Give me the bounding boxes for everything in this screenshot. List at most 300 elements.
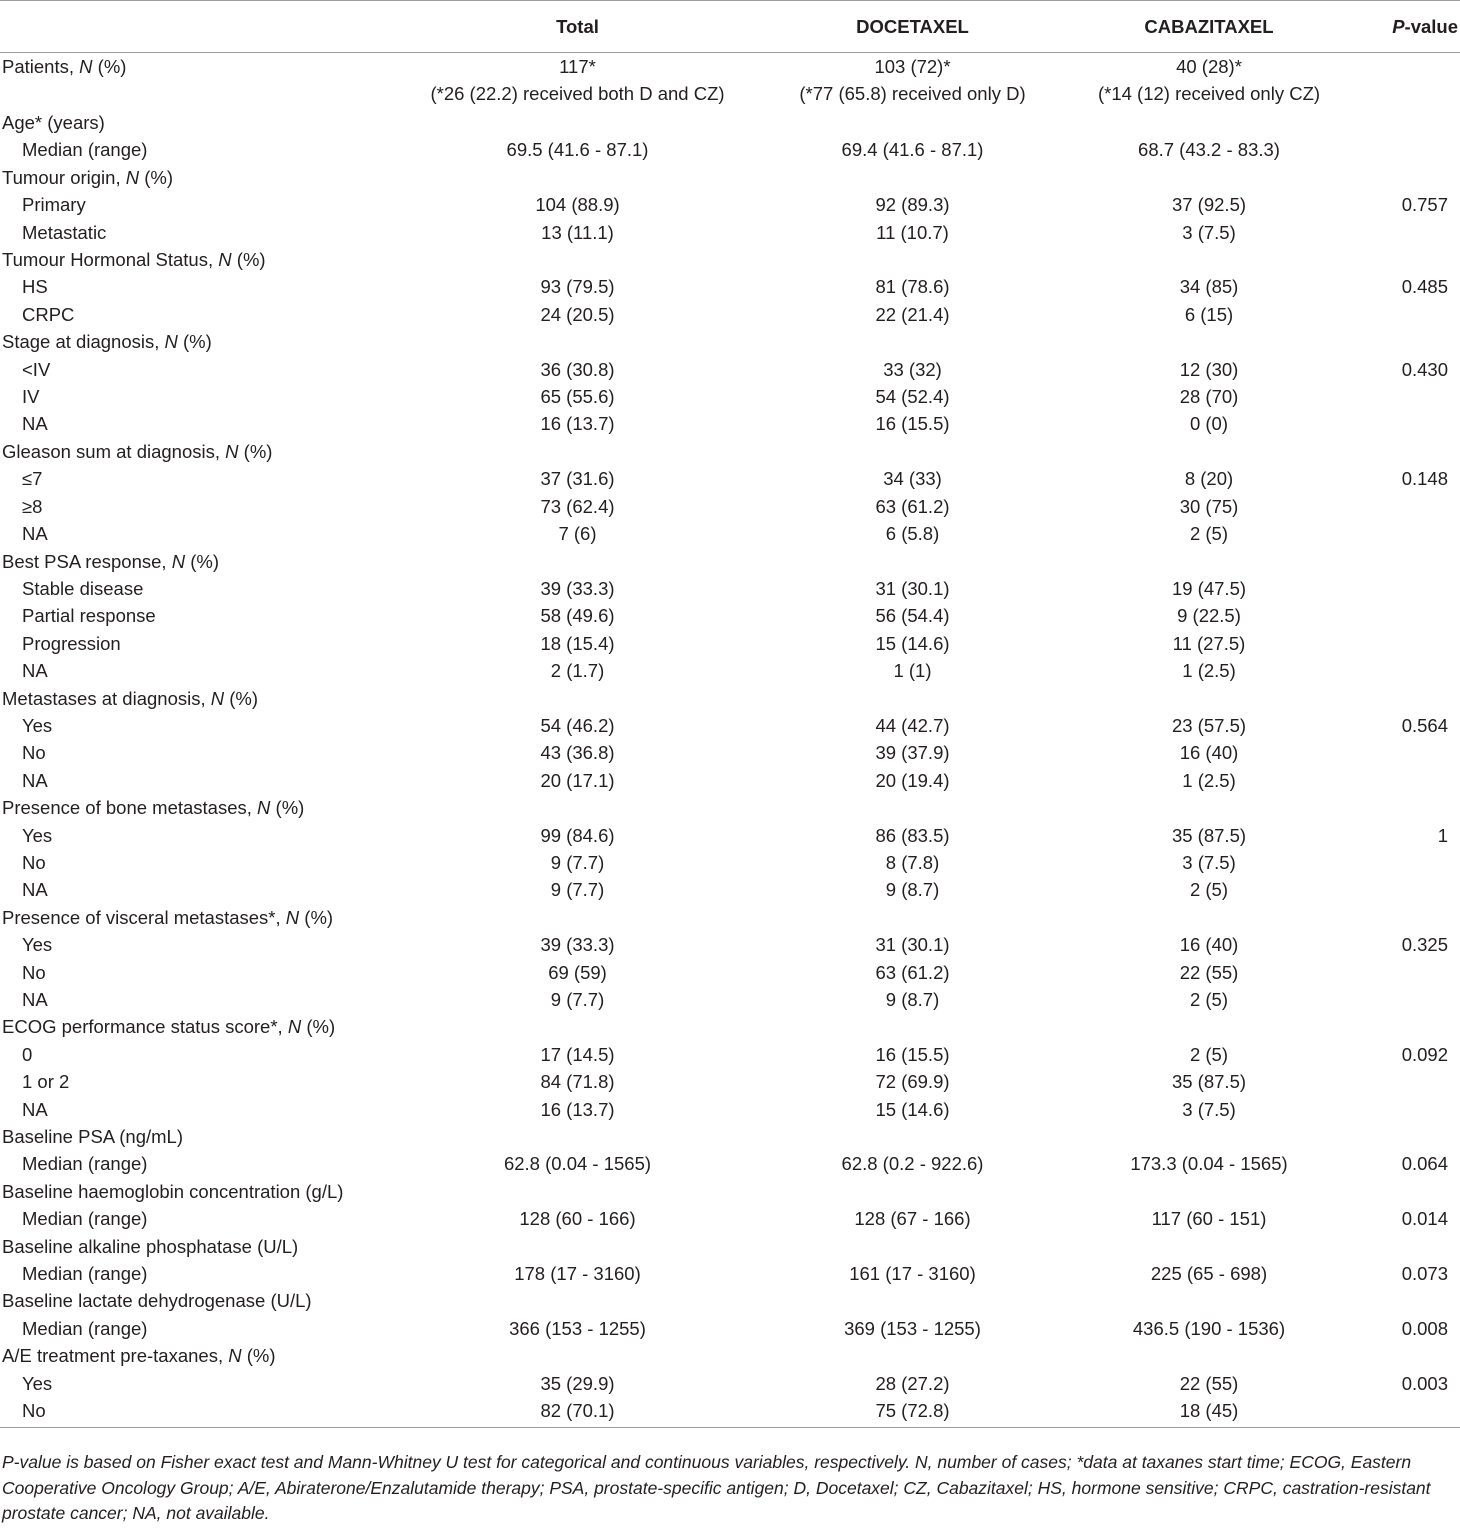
empty-cell bbox=[420, 1123, 735, 1150]
row-label: Partial response bbox=[22, 605, 156, 627]
cell-cabazitaxel: 2 (5) bbox=[1189, 1043, 1229, 1065]
cell-docetaxel: 39 (37.9) bbox=[875, 742, 950, 764]
row-label: 0 bbox=[22, 1043, 33, 1065]
group-label-suffix: (%) bbox=[177, 331, 212, 353]
empty-cell bbox=[420, 794, 735, 821]
group-label-text: Best PSA response, bbox=[2, 550, 172, 572]
group-label-suffix: (%) bbox=[241, 1345, 276, 1367]
table-row bbox=[0, 986, 1460, 1013]
cell-pvalue bbox=[1328, 219, 1460, 246]
cell-cabazitaxel: 1 (2.5) bbox=[1182, 660, 1236, 682]
group-label-suffix: (%) bbox=[224, 687, 259, 709]
cell-pvalue bbox=[1328, 575, 1460, 602]
row-label: Stable disease bbox=[22, 577, 144, 599]
group-label-n: N bbox=[171, 550, 186, 572]
row-label: No bbox=[22, 961, 46, 983]
cell-cabazitaxel: 3 (7.5) bbox=[1182, 851, 1236, 873]
row-label: Yes bbox=[22, 714, 53, 736]
cell-docetaxel: 81 (78.6) bbox=[875, 276, 950, 298]
cell-docetaxel: 11 (10.7) bbox=[876, 221, 949, 243]
cell-docetaxel: 54 (52.4) bbox=[875, 386, 950, 408]
row-label: Yes bbox=[22, 824, 53, 846]
cell-total: 178 (17 - 3160) bbox=[514, 1263, 641, 1285]
group-label-text: Tumour origin, bbox=[2, 166, 126, 188]
cell-total: 62.8 (0.04 - 1565) bbox=[503, 1153, 652, 1175]
empty-cell bbox=[1090, 246, 1328, 273]
cell-docetaxel: 8 (7.8) bbox=[885, 851, 940, 873]
cell-docetaxel: 9 (8.7) bbox=[885, 879, 940, 901]
cell-pvalue bbox=[1328, 767, 1460, 794]
cell-pvalue: 0.064 bbox=[1401, 1153, 1448, 1175]
empty-cell bbox=[735, 1013, 1090, 1040]
cell-cabazitaxel: 6 (15) bbox=[1184, 303, 1234, 325]
group-label-text: Presence of visceral metastases*, bbox=[2, 906, 286, 928]
empty-cell bbox=[1090, 328, 1328, 355]
group-label-text: Gleason sum at diagnosis, bbox=[2, 440, 226, 462]
table-row bbox=[0, 301, 1460, 328]
cell-docetaxel: 33 (32) bbox=[883, 358, 942, 380]
table-row bbox=[0, 959, 1460, 986]
group-label bbox=[0, 1287, 420, 1314]
header-row bbox=[0, 1, 1460, 53]
cell-docetaxel: 72 (69.9) bbox=[875, 1071, 950, 1093]
group-row bbox=[0, 1287, 1460, 1314]
table-row bbox=[0, 1150, 1460, 1177]
group-row bbox=[0, 109, 1460, 136]
cell-total: 39 (33.3) bbox=[540, 934, 615, 956]
header-pvalue-rest: -value bbox=[1404, 15, 1458, 37]
cell-pvalue bbox=[1328, 410, 1460, 437]
cell-pvalue: 0.430 bbox=[1401, 358, 1448, 380]
row-label: Median (range) bbox=[22, 1317, 148, 1339]
cell-docetaxel: 9 (8.7) bbox=[885, 989, 940, 1010]
row-label: Yes bbox=[22, 1372, 53, 1394]
cell-cabazitaxel: 30 (75) bbox=[1179, 495, 1239, 517]
empty-cell bbox=[420, 1342, 735, 1369]
empty-cell bbox=[1328, 164, 1460, 191]
group-label-suffix: (%) bbox=[139, 166, 174, 188]
group-label bbox=[0, 794, 420, 821]
group-label-text: ECOG performance status score*, bbox=[2, 1016, 288, 1038]
patients-docetaxel bbox=[735, 53, 1090, 110]
empty-cell bbox=[735, 548, 1090, 575]
row-label: <IV bbox=[22, 358, 51, 380]
table-row bbox=[0, 1068, 1460, 1095]
group-row bbox=[0, 904, 1460, 931]
group-label bbox=[0, 1013, 420, 1040]
cell-cabazitaxel: 22 (55) bbox=[1179, 1372, 1239, 1394]
cell-docetaxel: 128 (67 - 166) bbox=[854, 1208, 971, 1230]
cell-pvalue: 0.014 bbox=[1401, 1208, 1448, 1230]
cell-cabazitaxel: 34 (85) bbox=[1179, 276, 1239, 298]
cell-docetaxel: 1 (1) bbox=[893, 660, 932, 682]
patients-label-suffix: (%) bbox=[92, 56, 127, 77]
cell-pvalue bbox=[1328, 520, 1460, 547]
cell-docetaxel: 62.8 (0.2 - 922.6) bbox=[841, 1153, 984, 1175]
row-label: Primary bbox=[22, 194, 86, 216]
group-label-n: N bbox=[210, 687, 225, 709]
cell-total: 17 (14.5) bbox=[540, 1043, 615, 1065]
cell-total: 84 (71.8) bbox=[540, 1071, 615, 1093]
row-label: NA bbox=[22, 879, 48, 901]
cell-cabazitaxel: 28 (70) bbox=[1179, 386, 1239, 408]
cell-pvalue bbox=[1328, 739, 1460, 766]
group-label-n: N bbox=[285, 906, 300, 928]
row-label: Yes bbox=[22, 934, 53, 956]
cell-cabazitaxel: 11 (27.5) bbox=[1172, 632, 1246, 654]
table-row bbox=[0, 1041, 1460, 1068]
group-label-text: Age* (years) bbox=[2, 112, 105, 133]
cell-total: 18 (15.4) bbox=[540, 632, 615, 654]
cell-pvalue bbox=[1328, 602, 1460, 629]
table-body bbox=[0, 53, 1460, 1428]
table-row bbox=[0, 1370, 1460, 1397]
cell-cabazitaxel: 2 (5) bbox=[1189, 879, 1229, 901]
group-label bbox=[0, 904, 420, 931]
row-label: 1 or 2 bbox=[22, 1071, 70, 1093]
table-header bbox=[0, 1, 1460, 53]
table-row bbox=[0, 493, 1460, 520]
cell-pvalue: 0.008 bbox=[1401, 1317, 1448, 1339]
table-row bbox=[0, 465, 1460, 492]
row-label: No bbox=[22, 742, 46, 764]
empty-cell bbox=[1090, 548, 1328, 575]
group-label-text: Metastases at diagnosis, bbox=[2, 687, 211, 709]
empty-cell bbox=[735, 904, 1090, 931]
cell-cabazitaxel: 22 (55) bbox=[1179, 961, 1239, 983]
cell-cabazitaxel: 8 (20) bbox=[1184, 468, 1234, 490]
empty-cell bbox=[1328, 246, 1460, 273]
table-row bbox=[0, 739, 1460, 766]
cell-docetaxel: 63 (61.2) bbox=[875, 961, 950, 983]
cell-docetaxel: 28 (27.2) bbox=[875, 1372, 950, 1394]
cell-pvalue: 0.325 bbox=[1401, 934, 1448, 956]
row-label: Metastatic bbox=[22, 221, 107, 243]
group-label-text: Baseline lactate dehydrogenase (U/L) bbox=[2, 1290, 312, 1312]
cell-total: 69 (59) bbox=[548, 961, 607, 983]
cell-pvalue bbox=[1328, 876, 1460, 903]
header-label bbox=[0, 1, 420, 53]
cell-total: 69.5 (41.6 - 87.1) bbox=[506, 139, 649, 161]
cell-total: 9 (7.7) bbox=[550, 851, 605, 873]
empty-cell bbox=[420, 904, 735, 931]
patients-cabazitaxel bbox=[1090, 53, 1328, 110]
cell-docetaxel: 16 (15.5) bbox=[875, 413, 950, 435]
cell-docetaxel: 69.4 (41.6 - 87.1) bbox=[841, 139, 984, 161]
group-label-n: N bbox=[287, 1016, 302, 1038]
table-row bbox=[0, 657, 1460, 684]
cell-docetaxel: 31 (30.1) bbox=[875, 934, 950, 956]
cell-pvalue bbox=[1328, 136, 1460, 163]
empty-cell bbox=[420, 1013, 735, 1040]
group-label bbox=[0, 164, 420, 191]
cell-total: 16 (13.7) bbox=[540, 1098, 615, 1120]
row-label: CRPC bbox=[22, 303, 75, 325]
empty-cell bbox=[1090, 685, 1328, 712]
cell-total: 35 (29.9) bbox=[540, 1372, 615, 1394]
empty-cell bbox=[1090, 1342, 1328, 1369]
cell-total: 82 (70.1) bbox=[420, 1397, 735, 1427]
cell-pvalue: 0.564 bbox=[1401, 714, 1448, 736]
row-label: NA bbox=[22, 769, 48, 791]
empty-cell bbox=[1328, 1287, 1460, 1314]
row-label: NA bbox=[22, 1098, 48, 1120]
table-row bbox=[0, 931, 1460, 958]
group-label-suffix: (%) bbox=[299, 906, 334, 928]
cell-docetaxel: 369 (153 - 1255) bbox=[844, 1317, 981, 1339]
cell-docetaxel: 15 (14.6) bbox=[875, 1098, 950, 1120]
cell-total: 36 (30.8) bbox=[540, 358, 615, 380]
patients-pvalue bbox=[1328, 53, 1460, 110]
cell-pvalue: 1 bbox=[1437, 824, 1448, 846]
empty-cell bbox=[1090, 109, 1328, 136]
cell-pvalue bbox=[1328, 383, 1460, 410]
group-label-text: Baseline haemoglobin concentration (g/L) bbox=[2, 1180, 344, 1202]
empty-cell bbox=[1328, 1342, 1460, 1369]
empty-cell bbox=[1328, 904, 1460, 931]
empty-cell bbox=[735, 1287, 1090, 1314]
cell-docetaxel: 75 (72.8) bbox=[735, 1397, 1090, 1427]
empty-cell bbox=[735, 794, 1090, 821]
empty-cell bbox=[1328, 1013, 1460, 1040]
patients-total-value: 117* bbox=[559, 56, 596, 77]
patients-label bbox=[0, 53, 420, 110]
cell-total: 73 (62.4) bbox=[540, 495, 615, 517]
cell-total: 7 (6) bbox=[558, 523, 597, 545]
cell-total: 39 (33.3) bbox=[540, 577, 615, 599]
row-label: No bbox=[22, 851, 46, 873]
cell-total: 366 (153 - 1255) bbox=[509, 1317, 646, 1339]
table-row bbox=[0, 1397, 1460, 1427]
row-label: NA bbox=[22, 523, 48, 545]
row-label: No bbox=[0, 1397, 420, 1427]
group-label-suffix: (%) bbox=[238, 440, 273, 462]
cell-cabazitaxel: 12 (30) bbox=[1179, 358, 1239, 380]
cell-cabazitaxel: 0 (0) bbox=[1189, 413, 1229, 435]
empty-cell bbox=[1328, 438, 1460, 465]
group-label bbox=[0, 548, 420, 575]
cell-total: 99 (84.6) bbox=[540, 824, 615, 846]
table-footnote: P-value is based on Fisher exact test and Mann-Whitney U test for categorical and continuous variables, respectively. N, number of cases; *data at taxanes start time; ECOG, Eastern Cooperative Oncology Group; A/E, Abiraterone/Enzalutamide therapy; PSA, prostate-specific antigen; D, Docetaxel; CZ, Cabazitaxel; HS, hormone sensitive; CRPC, castration-resistant prostate cancer; NA, not available. bbox=[2, 1452, 1431, 1523]
cell-pvalue bbox=[1328, 1397, 1460, 1427]
cell-docetaxel: 86 (83.5) bbox=[875, 824, 950, 846]
table-row bbox=[0, 356, 1460, 383]
cell-cabazitaxel: 1 (2.5) bbox=[1182, 769, 1236, 791]
cell-total: 54 (46.2) bbox=[540, 714, 615, 736]
cell-docetaxel: 44 (42.7) bbox=[875, 714, 950, 736]
cell-docetaxel: 16 (15.5) bbox=[875, 1043, 950, 1065]
group-row bbox=[0, 246, 1460, 273]
empty-cell bbox=[420, 1287, 735, 1314]
group-label bbox=[0, 1123, 420, 1150]
table-row bbox=[0, 219, 1460, 246]
empty-cell bbox=[1328, 548, 1460, 575]
table-row bbox=[0, 1260, 1460, 1287]
cell-pvalue bbox=[1328, 301, 1460, 328]
group-label-suffix: (%) bbox=[301, 1016, 336, 1038]
group-label-n: N bbox=[125, 166, 140, 188]
row-label: IV bbox=[22, 386, 40, 408]
table-row bbox=[0, 520, 1460, 547]
cell-total: 128 (60 - 166) bbox=[519, 1208, 636, 1230]
empty-cell bbox=[420, 1178, 735, 1205]
header-total: Total bbox=[420, 1, 735, 53]
group-row bbox=[0, 328, 1460, 355]
empty-cell bbox=[420, 246, 735, 273]
cell-total: 104 (88.9) bbox=[535, 194, 620, 216]
empty-cell bbox=[735, 438, 1090, 465]
cell-cabazitaxel: 3 (7.5) bbox=[1182, 1098, 1236, 1120]
cell-docetaxel: 63 (61.2) bbox=[875, 495, 950, 517]
empty-cell bbox=[1328, 794, 1460, 821]
table-row bbox=[0, 767, 1460, 794]
group-label-n: N bbox=[225, 440, 239, 462]
patients-total bbox=[420, 53, 735, 110]
cell-total: 20 (17.1) bbox=[540, 769, 615, 791]
cell-pvalue bbox=[1328, 657, 1460, 684]
cell-cabazitaxel: 9 (22.5) bbox=[1177, 605, 1241, 627]
patients-docetaxel-note: (*77 (65.8) received only D) bbox=[799, 83, 1026, 104]
group-label bbox=[0, 328, 420, 355]
cell-docetaxel: 31 (30.1) bbox=[875, 577, 950, 599]
cell-cabazitaxel: 173.3 (0.04 - 1565) bbox=[1130, 1153, 1288, 1175]
header-pvalue-italic: P bbox=[1392, 15, 1405, 37]
empty-cell bbox=[420, 328, 735, 355]
group-label-n: N bbox=[228, 1345, 242, 1367]
group-label-text: Baseline alkaline phosphatase (U/L) bbox=[2, 1235, 299, 1257]
cell-cabazitaxel: 117 (60 - 151) bbox=[1151, 1208, 1267, 1230]
cell-total: 65 (55.6) bbox=[540, 386, 615, 408]
patients-row bbox=[0, 53, 1460, 110]
group-label-n: N bbox=[257, 797, 271, 819]
group-label-text: A/E treatment pre-taxanes, bbox=[2, 1345, 229, 1367]
cell-total: 13 (11.1) bbox=[541, 221, 614, 243]
cell-cabazitaxel: 23 (57.5) bbox=[1171, 714, 1247, 736]
table-row bbox=[0, 410, 1460, 437]
empty-cell bbox=[1090, 904, 1328, 931]
group-row bbox=[0, 548, 1460, 575]
row-label: ≤7 bbox=[22, 468, 43, 490]
cell-pvalue: 0.003 bbox=[1401, 1372, 1448, 1394]
cell-total: 9 (7.7) bbox=[550, 879, 605, 901]
empty-cell bbox=[735, 685, 1090, 712]
empty-cell bbox=[1090, 1123, 1328, 1150]
table-row bbox=[0, 383, 1460, 410]
cell-total: 2 (1.7) bbox=[550, 660, 605, 682]
cell-docetaxel: 20 (19.4) bbox=[875, 769, 950, 791]
group-label-text: Tumour Hormonal Status, bbox=[2, 249, 219, 271]
patients-cabazitaxel-note: (*14 (12) received only CZ) bbox=[1097, 83, 1321, 104]
group-label-suffix: (%) bbox=[270, 797, 305, 819]
cell-cabazitaxel: 35 (87.5) bbox=[1171, 1071, 1247, 1093]
cell-docetaxel: 15 (14.6) bbox=[875, 632, 950, 654]
cell-total: 37 (31.6) bbox=[540, 468, 615, 490]
table-row bbox=[0, 822, 1460, 849]
group-row bbox=[0, 438, 1460, 465]
row-label: ≥8 bbox=[22, 495, 43, 517]
patients-label-n: N bbox=[79, 56, 93, 77]
empty-cell bbox=[735, 1233, 1090, 1260]
group-row bbox=[0, 1178, 1460, 1205]
group-label bbox=[0, 246, 420, 273]
empty-cell bbox=[420, 685, 735, 712]
cell-docetaxel: 92 (89.3) bbox=[875, 194, 950, 216]
cell-pvalue: 0.073 bbox=[1401, 1263, 1448, 1285]
patients-total-note: (*26 (22.2) received both D and CZ) bbox=[430, 83, 725, 104]
row-label: NA bbox=[22, 989, 48, 1010]
table-row bbox=[0, 1205, 1460, 1232]
cell-total: 93 (79.5) bbox=[540, 276, 615, 298]
group-label bbox=[0, 1342, 420, 1369]
group-label-suffix: (%) bbox=[185, 550, 219, 572]
cell-docetaxel: 56 (54.4) bbox=[875, 605, 950, 627]
table-row bbox=[0, 876, 1460, 903]
table-row bbox=[0, 712, 1460, 739]
table-row bbox=[0, 602, 1460, 629]
group-row bbox=[0, 164, 1460, 191]
group-label-text: Baseline PSA (ng/mL) bbox=[2, 1126, 183, 1148]
cell-total: 16 (13.7) bbox=[540, 413, 615, 435]
empty-cell bbox=[1328, 1178, 1460, 1205]
group-label bbox=[0, 1233, 420, 1260]
cell-total: 24 (20.5) bbox=[540, 303, 615, 325]
cell-docetaxel: 161 (17 - 3160) bbox=[849, 1263, 976, 1285]
table-row bbox=[0, 1096, 1460, 1123]
cell-pvalue: 0.148 bbox=[1401, 468, 1448, 490]
table-row bbox=[0, 136, 1460, 163]
cell-cabazitaxel: 2 (5) bbox=[1189, 523, 1229, 545]
empty-cell bbox=[1328, 685, 1460, 712]
group-label bbox=[0, 685, 420, 712]
row-label: NA bbox=[22, 413, 48, 435]
cell-docetaxel: 22 (21.4) bbox=[875, 303, 950, 325]
cell-pvalue: 0.092 bbox=[1401, 1043, 1448, 1065]
cell-pvalue bbox=[1328, 986, 1460, 1013]
header-pvalue bbox=[1328, 1, 1460, 53]
cell-cabazitaxel: 37 (92.5) bbox=[1171, 194, 1247, 216]
empty-cell bbox=[420, 1233, 735, 1260]
table-row bbox=[0, 849, 1460, 876]
cell-cabazitaxel: 16 (40) bbox=[1179, 934, 1239, 956]
patients-label-text: Patients, bbox=[2, 56, 80, 77]
group-label bbox=[0, 109, 420, 136]
row-label: Median (range) bbox=[22, 1263, 148, 1285]
cell-cabazitaxel: 18 (45) bbox=[1090, 1397, 1328, 1427]
cell-cabazitaxel: 16 (40) bbox=[1179, 742, 1239, 764]
header-docetaxel: DOCETAXEL bbox=[735, 1, 1090, 53]
cell-pvalue bbox=[1328, 630, 1460, 657]
group-label-suffix: (%) bbox=[231, 249, 266, 271]
empty-cell bbox=[1328, 1233, 1460, 1260]
empty-cell bbox=[1090, 1287, 1328, 1314]
cell-total: 9 (7.7) bbox=[550, 989, 605, 1010]
empty-cell bbox=[735, 164, 1090, 191]
empty-cell bbox=[420, 548, 735, 575]
cell-pvalue: 0.485 bbox=[1401, 276, 1448, 298]
group-label-n: N bbox=[218, 249, 232, 271]
table-row bbox=[0, 191, 1460, 218]
cell-pvalue bbox=[1328, 1096, 1460, 1123]
empty-cell bbox=[735, 246, 1090, 273]
group-row bbox=[0, 1013, 1460, 1040]
row-label: Progression bbox=[22, 632, 121, 654]
empty-cell bbox=[420, 438, 735, 465]
patients-docetaxel-value: 103 (72)* bbox=[874, 56, 951, 77]
header-cabazitaxel: CABAZITAXEL bbox=[1090, 1, 1328, 53]
empty-cell bbox=[1328, 1123, 1460, 1150]
empty-cell bbox=[420, 109, 735, 136]
table-row bbox=[0, 630, 1460, 657]
